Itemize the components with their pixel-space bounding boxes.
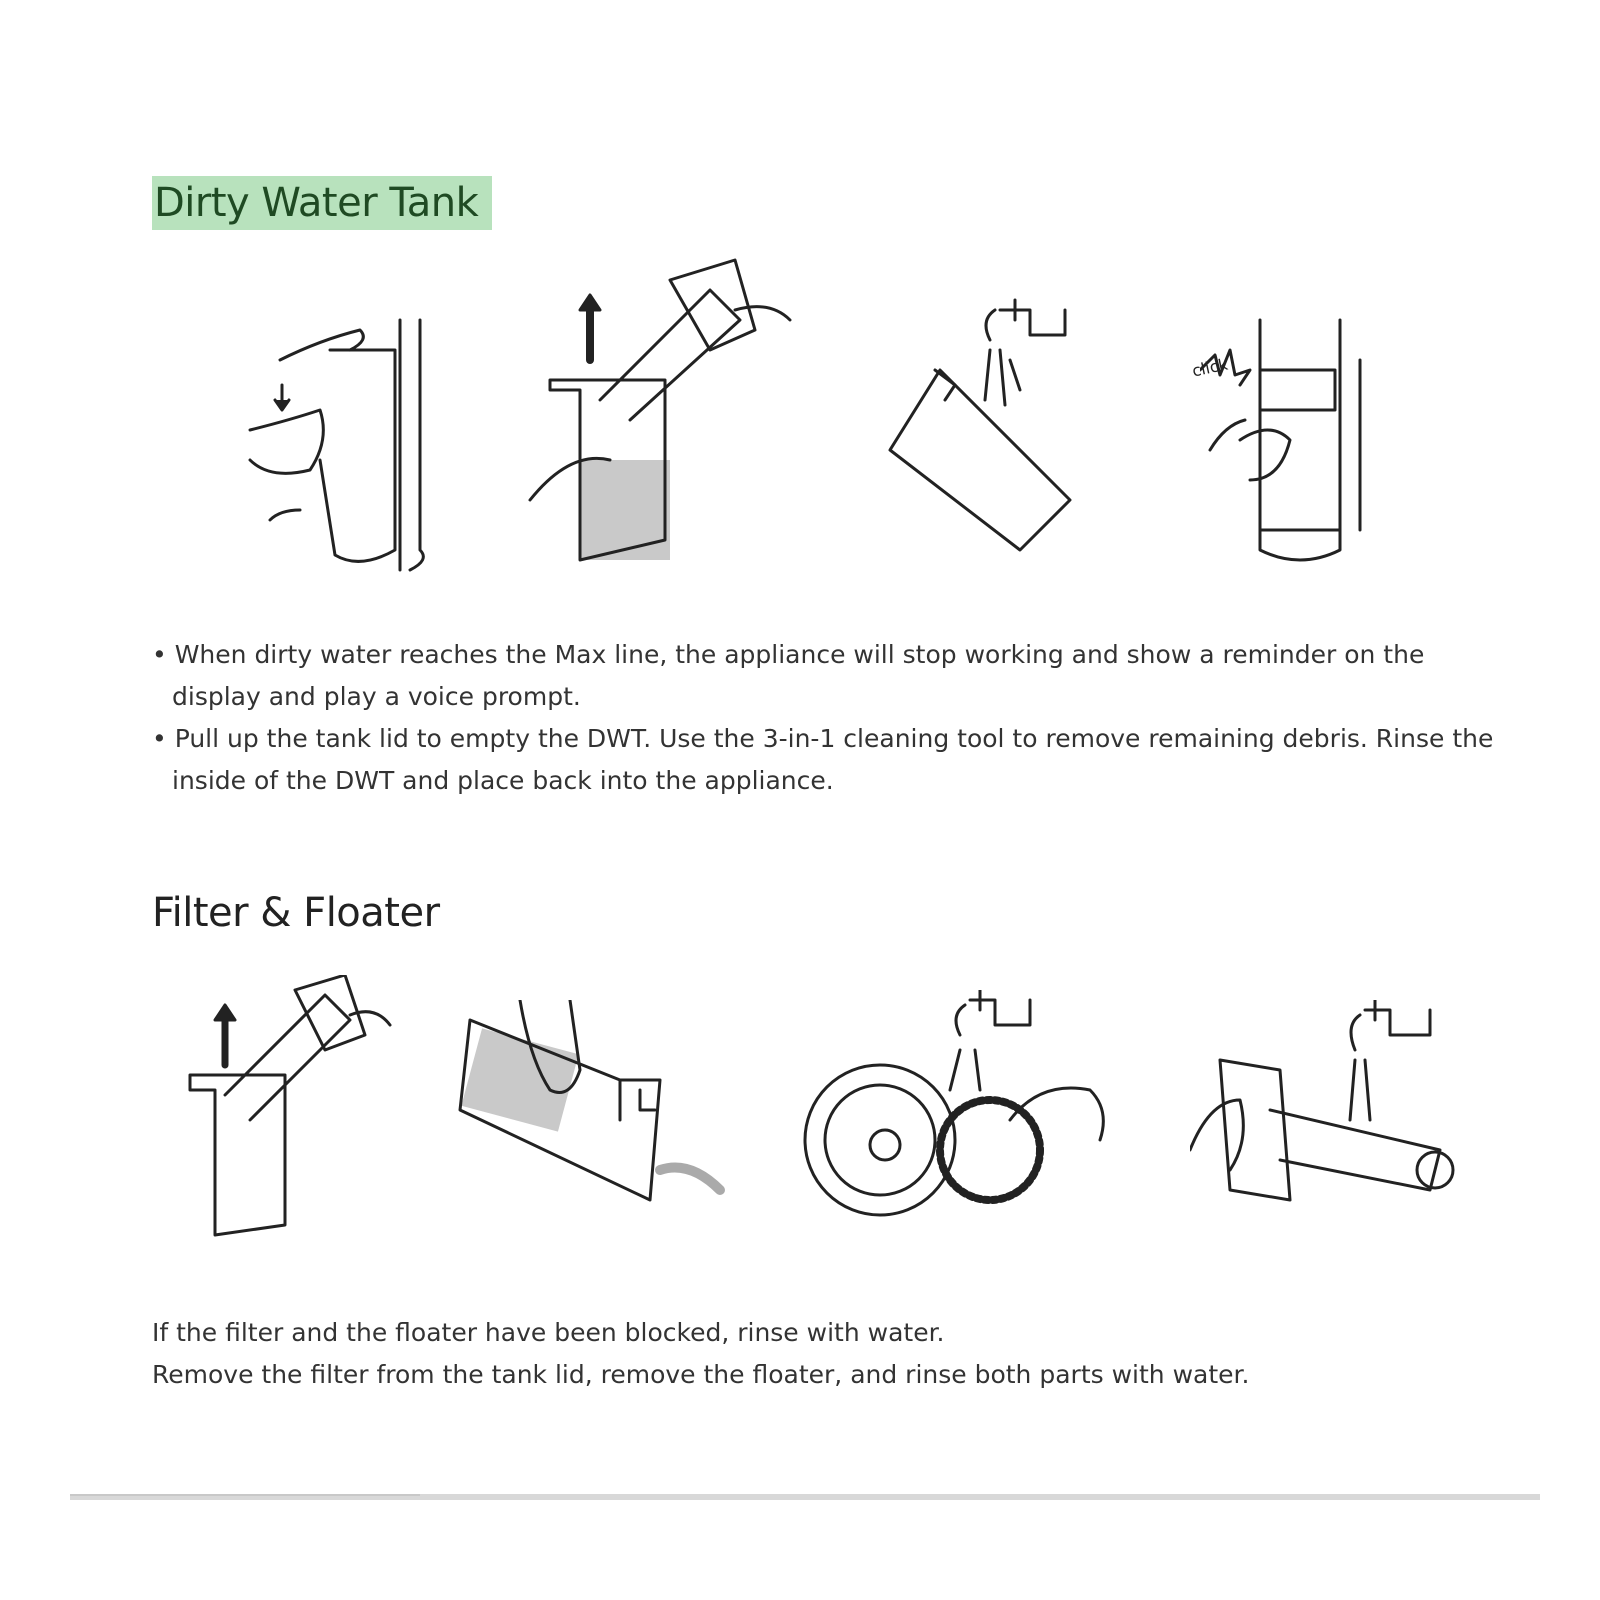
rinse-tank-illustration [880, 290, 1090, 570]
rinse-filter-illustration [1190, 1000, 1460, 1240]
section-title-dirty-water-tank: Dirty Water Tank [152, 176, 492, 230]
bullet-item: • Pull up the tank lid to empty the DWT. Use the 3-in-1 cleaning tool to remove remaining debris. Rinse the inside of the DWT and place back into the appliance. [152, 718, 1502, 802]
footer-divider [70, 1494, 1540, 1500]
dirty-water-tank-instructions [152, 634, 1502, 802]
click-label: click [1190, 354, 1230, 381]
instruction-line: Remove the filter from the tank lid, remove the floater, and rinse both parts with water. [152, 1360, 1250, 1389]
instruction-line: If the filter and the floater have been blocked, rinse with water. [152, 1318, 945, 1347]
lift-lid-illustration [520, 250, 800, 580]
reinsert-tank-illustration [1190, 300, 1400, 580]
filter-floater-instructions [152, 1312, 1249, 1396]
remove-tank-illustration [240, 310, 440, 580]
section-title-filter-floater: Filter & Floater [152, 890, 440, 936]
rinse-floater-illustration [800, 990, 1140, 1240]
empty-tank-illustration [440, 1000, 730, 1230]
lift-lid-illustration [185, 975, 395, 1245]
bullet-item: • When dirty water reaches the Max line, the appliance will stop working and show a reminder on the display and play a voice prompt. [152, 634, 1502, 718]
